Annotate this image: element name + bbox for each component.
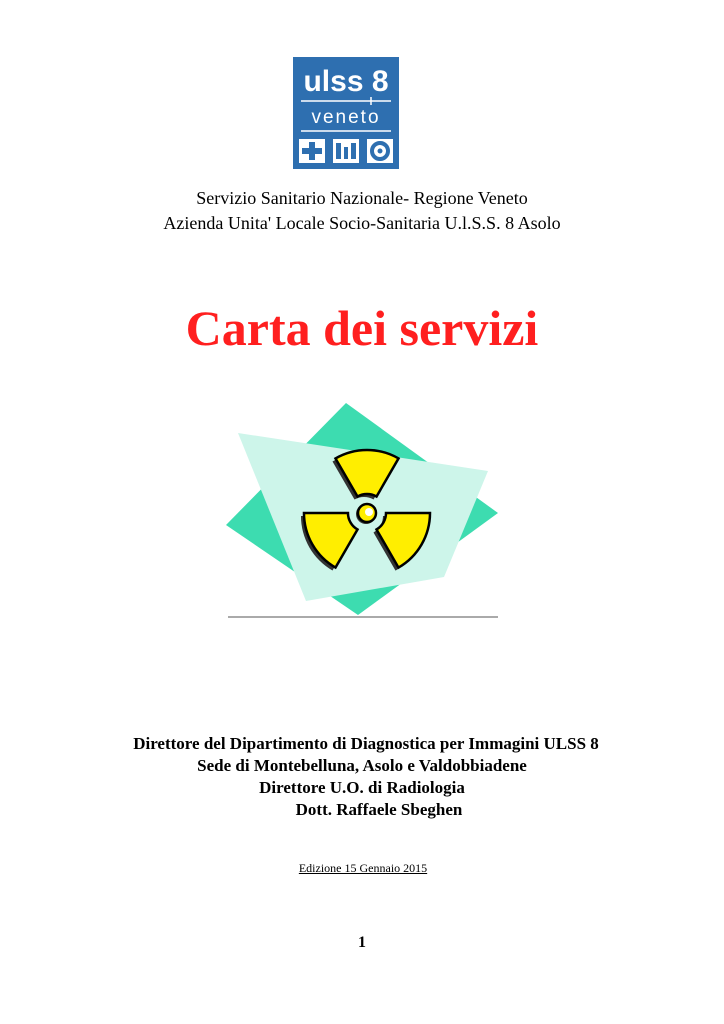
director-name: Dott. Raffaele Sbeghen (295, 800, 463, 819)
svg-text:veneto: veneto (311, 107, 381, 128)
page-title: Carta dei servizi (185, 300, 539, 356)
svg-text:ulss 8: ulss 8 (303, 65, 389, 98)
director-line-2: Sede di Montebelluna, Asolo e Valdobbiadene (197, 756, 527, 775)
ulss-logo (293, 57, 399, 169)
header-line-2: Azienda Unita' Locale Socio-Sanitaria U.l.S.S. 8 Asolo (163, 213, 561, 233)
header-line-1: Servizio Sanitario Nazionale- Regione Veneto (196, 188, 528, 208)
radiation-icon (226, 403, 498, 623)
page-number: 1 (358, 934, 366, 951)
edition-line (0, 860, 724, 876)
director-line-1: Direttore del Dipartimento di Diagnostica per Immagini ULSS 8 (133, 734, 599, 753)
director-line-3: Direttore U.O. di Radiologia (259, 778, 465, 797)
organization-header (0, 186, 724, 236)
edition-text: Edizione 15 Gennaio 2015 (298, 861, 428, 875)
director-info (0, 733, 724, 821)
